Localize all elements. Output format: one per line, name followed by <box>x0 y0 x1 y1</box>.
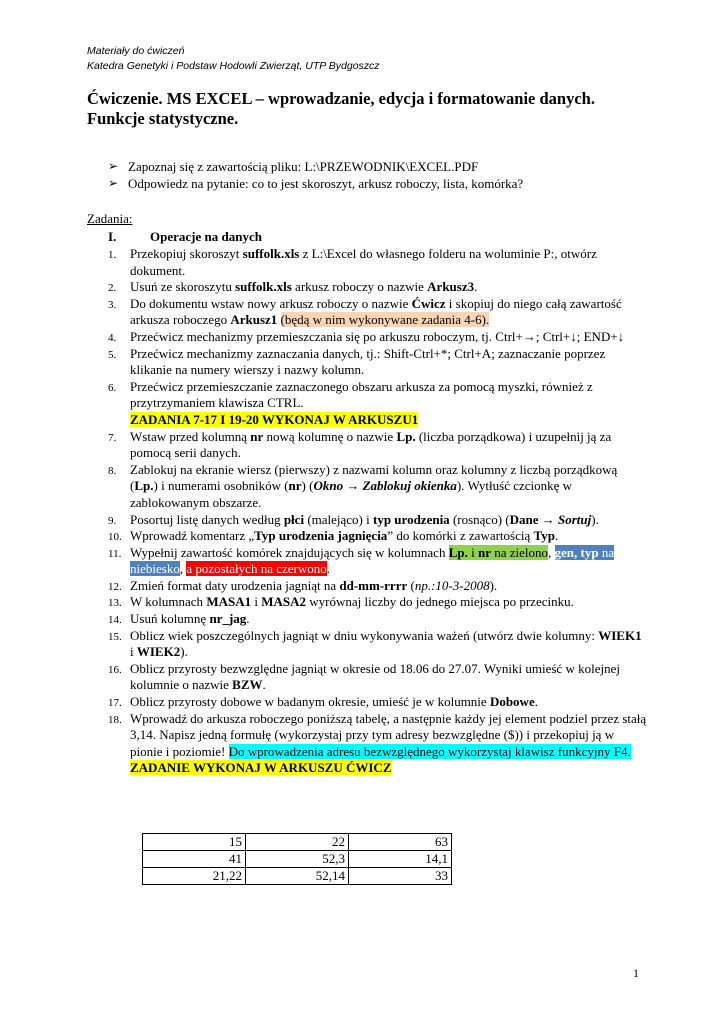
data-table <box>142 833 452 885</box>
task-item-3: 3. Do dokumentu wstaw nowy arkusz roboczy o nazwie Ćwicz i skopiuj do niego całą zawartość arkusza roboczego Arkusz1 (będą w nim wykonywane zadania 4-6). <box>108 295 622 328</box>
bullet-item: ➢ Odpowiedz na pytanie: co to jest skoroszyt, arkusz roboczy, lista, komórka? <box>108 176 524 191</box>
page-header <box>87 44 380 74</box>
table-cell: 63 <box>349 834 452 851</box>
intro-bullets <box>104 158 523 192</box>
task-item-9: 9. Posortuj listę danych według płci (malejąco) i typ urodzenia (rosnąco) (Dane → Sortuj). <box>108 511 599 527</box>
task-item-5: 5. Przećwicz mechanizmy zaznaczania danych, tj.: Shift-Ctrl+*; Ctrl+A; zaznaczanie poprzez klikanie na numery wierszy i nazwy kolumn. <box>108 345 606 378</box>
table-row <box>143 851 452 868</box>
task-item-11: 11. Wypełnij zawartość komórek znajdujących się w kolumnach Lp. i nr na zielono, gen, typ na niebiesko, a pozostałych na czerwono. <box>108 544 615 577</box>
table-cell: 52,3 <box>246 851 349 868</box>
task-item-16: 16. Oblicz przyrosty bezwzględne jagniąt w okresie od 18.06 do 27.07. Wyniki umieść w kolejnej kolumnie o nazwie BZW. <box>108 660 620 693</box>
task-item-2: 2. Usuń ze skoroszytu suffolk.xls arkusz roboczy o nazwie Arkusz3. <box>108 279 478 295</box>
arrow-bullet-icon: ➢ <box>108 159 119 173</box>
section-heading <box>108 228 262 245</box>
table-cell: 21,22 <box>143 868 246 885</box>
task-item-12: 12. Zmień format daty urodzenia jagniąt na dd-mm-rrrr (np.:10-3-2008). <box>108 577 498 593</box>
page-number: 1 <box>633 966 639 980</box>
tasks-label: Zadania: <box>87 211 133 226</box>
instruction-banner-2: ZADANIE WYKONAJ W ARKUSZU ĆWICZ <box>130 760 392 776</box>
task-item-13: 13. W kolumnach MASA1 i MASA2 wyrównaj liczby do jednego miejsca po przecinku. <box>108 594 574 610</box>
task-item-15: 15. Oblicz wiek poszczególnych jagniąt w dniu wykonywania ważeń (utwórz dwie kolumny: WIEK1 i WIEK2). <box>108 627 642 660</box>
task-item-18: 18. Wprowadź do arkusza roboczego poniższą tabelę, a następnie każdy jej element podziel przez stałą 3,14. Napisz jedną formułę (wykorzystaj przy tym adresy bezwzględne ($)) i przekopiuj ją w pionie i poziomie! Do wprowadzenia adresu bezwzględnego wykorzystaj klawisz funkcyjny F4. <box>108 710 647 759</box>
task-item-17: 17. Oblicz przyrosty dobowe w badanym okresie, umieść je w kolumnie Dobowe. <box>108 694 538 710</box>
table-row <box>143 834 452 851</box>
task-item-7: 7. Wstaw przed kolumną nr nową kolumnę o nazwie Lp. (liczba porządkowa) i uzupełnij ją za pomocą serii danych. <box>108 428 612 461</box>
table-cell: 22 <box>246 834 349 851</box>
table-row <box>143 868 452 885</box>
header-line-1: Materiały do ćwiczeń <box>87 45 185 57</box>
task-item-4: 4. Przećwicz mechanizmy przemieszczania się po arkuszu roboczym, tj. Ctrl+→; Ctrl+↓; END+↓ <box>108 328 625 344</box>
document-title: Ćwiczenie. MS EXCEL – wprowadzanie, edycja i formatowanie danych. Funkcje statystyczne. <box>87 89 595 128</box>
task-item-1: 1. Przekopiuj skoroszyt suffolk.xls z L:\Excel do własnego folderu na woluminie P:, otwórz dokument. <box>108 246 597 278</box>
table-cell: 14,1 <box>349 851 452 868</box>
table-cell: 41 <box>143 851 246 868</box>
task-item-14: 14. Usuń kolumnę nr_jag. <box>108 611 250 627</box>
header-line-2: Katedra Genetyki i Podstaw Hodowli Zwierząt, UTP Bydgoszcz <box>87 60 380 72</box>
instruction-banner-1: ZADANIA 7-17 I 19-20 WYKONAJ W ARKUSZU1 <box>130 411 419 427</box>
task-item-6: 6. Przećwicz przemieszczanie zaznaczonego obszaru arkusza za pomocą myszki, również z przytrzymaniem klawisza CTRL. <box>108 378 593 411</box>
table-cell: 52,14 <box>246 868 349 885</box>
task-item-8: 8. Zablokuj na ekranie wiersz (pierwszy) z nazwami kolumn oraz kolumny z liczbą porządkową (Lp.) i numerami osobników (nr) (Okno → Zablokuj okienka). Wytłuść czcionkę w zablokowanym obszarze. <box>108 461 618 510</box>
highlight-note: (będą w nim wykonywane zadania 4-6). <box>280 312 490 328</box>
table-cell: 33 <box>349 868 452 885</box>
task-item-10: 10. Wprowadź komentarz „Typ urodzenia jagnięcia” do komórki z zawartością Typ. <box>108 528 559 544</box>
section-number: I. <box>108 229 117 244</box>
arrow-bullet-icon: ➢ <box>108 176 119 190</box>
task-list <box>108 246 648 777</box>
table-cell: 15 <box>143 834 246 851</box>
highlight-hint: Do wprowadzenia adresu bezwzględnego wykorzystaj klawisz funkcyjny F4. <box>228 743 631 759</box>
bullet-item: ➢ Zapoznaj się z zawartością pliku: L:\PRZEWODNIK\EXCEL.PDF <box>108 159 479 174</box>
section-title: Operacje na danych <box>150 229 262 244</box>
